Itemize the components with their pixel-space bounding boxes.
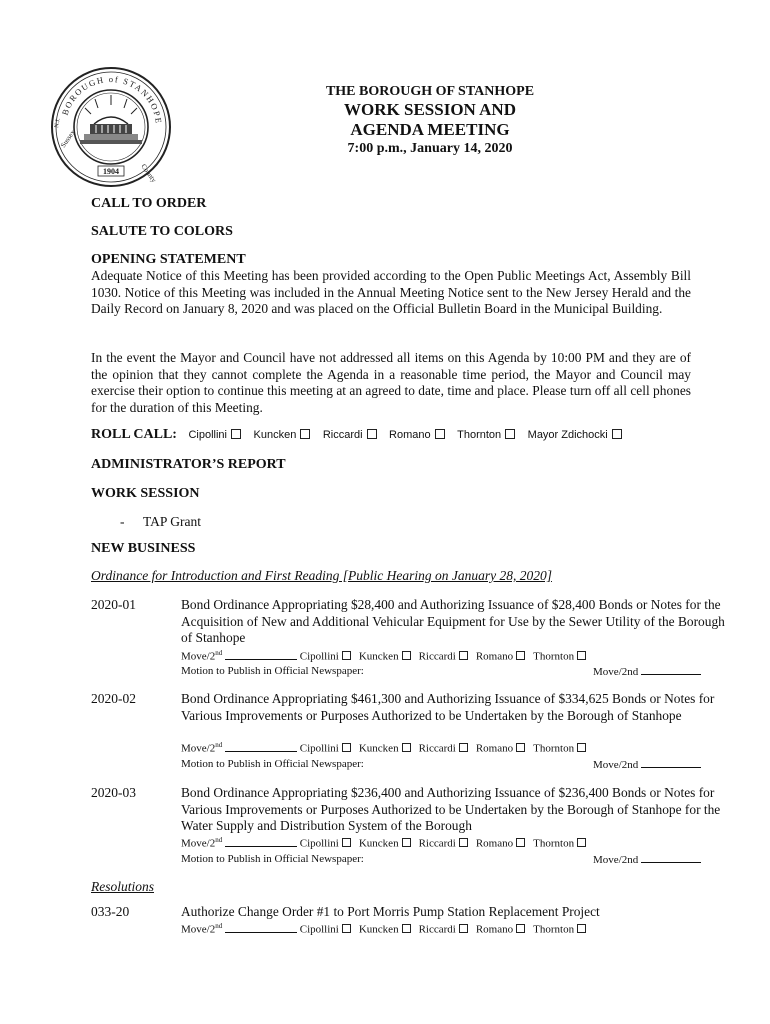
roll-name: Riccardi xyxy=(322,429,363,441)
ordinance-description: Bond Ordinance Appropriating $461,300 and Authorizing Issuance of $334,625 Bonds or Notes for Various Improvements or Purposes Authorized to be Undertaken by the Borough of Stanhope xyxy=(181,691,715,723)
vote-line: Move/2nd Cipollini Kuncken Riccardi Romano Thornton xyxy=(181,836,594,850)
svg-text:County: County xyxy=(139,162,158,185)
opening-statement-para2: In the event the Mayor and Council have not addressed all items on this Agenda by 10:00 PM and they are of the opinion that they cannot complete the Agenda in a reasonable time period, the Mayor and Council may exercise their option to continue this meeting at an agreed to date, time and place. Please turn off all cell phones for the duration of this Meeting. xyxy=(91,350,691,415)
borough-seal-logo xyxy=(50,66,172,188)
resolution-description: Authorize Change Order #1 to Port Morris Pump Station Replacement Project xyxy=(181,904,600,919)
motion-line: Motion to Publish in Official Newspaper: Move/2nd xyxy=(181,665,701,677)
opening-statement-para1: Adequate Notice of this Meeting has been provided according to the Open Public Meetings Act, Assembly Bill 1030. Notice of this Meeting was included in the Annual Meeting Notice sent to the New Jersey Herald and the Daily Record on January 8, 2020 and was placed on the Official Bulletin Board in the Municipal Building. xyxy=(91,268,691,316)
checkbox xyxy=(505,429,515,439)
salute-heading: SALUTE TO COLORS xyxy=(91,224,233,239)
ordinance-subheading: Ordinance for Introduction and First Reading [Public Hearing on January 28, 2020] xyxy=(91,568,552,583)
roll-name: Cipollini xyxy=(188,429,227,441)
roll-call-label: ROLL CALL: xyxy=(91,427,177,442)
agenda-meeting-title: AGENDA MEETING xyxy=(350,120,510,139)
new-business-heading: NEW BUSINESS xyxy=(91,541,196,556)
checkbox xyxy=(300,429,310,439)
svg-text:Sussex: Sussex xyxy=(59,128,77,150)
checkbox xyxy=(435,429,445,439)
meeting-datetime: 7:00 p.m., January 14, 2020 xyxy=(347,141,513,156)
roll-name: Romano xyxy=(389,429,431,441)
admin-report-heading: ADMINISTRATOR’S REPORT xyxy=(91,457,286,472)
ordinance-number: 2020-01 xyxy=(91,597,136,612)
motion-line: Motion to Publish in Official Newspaper: Move/2nd xyxy=(181,758,701,770)
vote-line: Move/2nd Cipollini Kuncken Riccardi Romano Thornton xyxy=(181,741,594,755)
roll-name: Thornton xyxy=(457,429,502,441)
motion-line: Motion to Publish in Official Newspaper: Move/2nd xyxy=(181,853,701,865)
svg-text:BOROUGH of STANHOPE: BOROUGH of STANHOPE xyxy=(59,73,165,126)
opening-statement-heading: OPENING STATEMENT xyxy=(91,252,246,267)
ordinance-number: 2020-02 xyxy=(91,691,136,706)
ordinance-description: Bond Ordinance Appropriating $28,400 and Authorizing Issuance of $28,400 Bonds or Notes for the Acquisition of New and Additional Vehicular Equipment for Use by the Sewer Utility of the Borough of Stanhope xyxy=(181,597,725,645)
ordinance-number: 2020-03 xyxy=(91,785,136,800)
checkbox xyxy=(367,429,377,439)
vote-line: Move/2nd Cipollini Kuncken Riccardi Romano Thornton xyxy=(181,922,594,936)
svg-text:1904: 1904 xyxy=(103,167,119,176)
borough-title: THE BOROUGH OF STANHOPE xyxy=(325,84,535,99)
ordinance-description: Bond Ordinance Appropriating $236,400 and Authorizing Issuance of $236,400 Bonds or Notes for Various Improvements or Purposes Authorized to be Undertaken by the Borough of Stanhope for the Water Supply and Distribution System of the Borough xyxy=(181,785,721,833)
call-to-order-heading: CALL TO ORDER xyxy=(91,196,207,211)
checkbox xyxy=(612,429,622,439)
work-session-title: WORK SESSION AND xyxy=(344,100,516,119)
work-session-heading: WORK SESSION xyxy=(91,486,200,501)
checkbox xyxy=(231,429,241,439)
roll-name: Kuncken xyxy=(253,429,297,441)
roll-call xyxy=(91,427,631,443)
bullet-dash: - xyxy=(120,514,125,529)
work-session-item: TAP Grant xyxy=(143,514,202,529)
vote-line: Move/2nd Cipollini Kuncken Riccardi Romano Thornton xyxy=(181,649,594,663)
svg-text:N.J.: N.J. xyxy=(54,117,62,129)
resolutions-heading: Resolutions xyxy=(91,879,154,894)
roll-name: Mayor Zdichocki xyxy=(527,429,608,441)
resolution-number: 033-20 xyxy=(91,904,130,919)
